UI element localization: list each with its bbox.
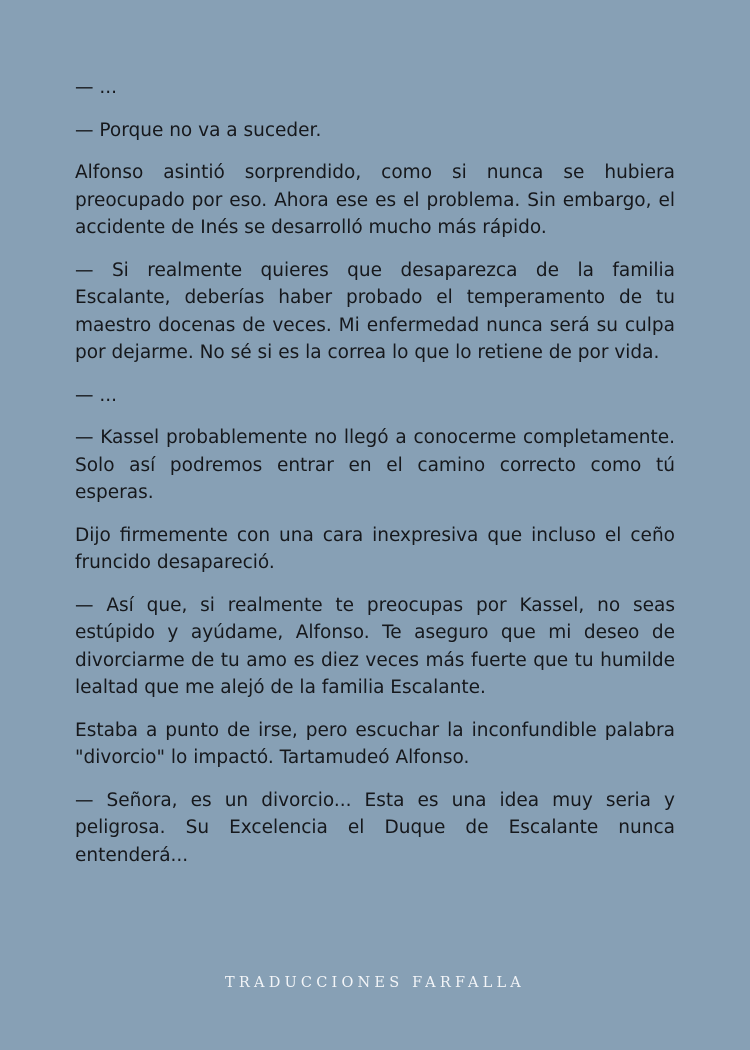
paragraph: Estaba a punto de irse, pero escuchar la inconfundible palabra "divorcio" lo impactó. Tartamudeó Alfonso. bbox=[75, 719, 675, 768]
paragraph: — ... bbox=[75, 77, 118, 98]
paragraph: — Si realmente quieres que desaparezca de la familia Escalante, deberías haber probado el temperamento de tu maestro docenas de veces. Mi enfermedad nunca será su culpa por dejarme. No sé si es la correa lo que lo retiene de por vida. bbox=[75, 259, 675, 363]
paragraph: Alfonso asintió sorprendido, como si nunca se hubiera preocupado por eso. Ahora ese es el problema. Sin embargo, el accidente de Inés se desarrolló mucho más rápido. bbox=[75, 162, 675, 238]
paragraph: — Así que, si realmente te preocupas por Kassel, no seas estúpido y ayúdame, Alfonso. Te aseguro que mi deseo de divorciarme de tu amo es diez veces más fuerte que tu humilde lealtad que me alejó de la familia Escalante. bbox=[75, 594, 675, 698]
footer-credit: TRADUCCIONES FARFALLA bbox=[225, 975, 525, 991]
paragraph: — ... bbox=[75, 384, 118, 406]
paragraph: Dijo firmemente con una cara inexpresiva que incluso el ceño fruncido desapareció. bbox=[75, 524, 675, 573]
paragraph: — Porque no va a suceder. bbox=[75, 119, 322, 141]
paragraph: — Señora, es un divorcio... Esta es una idea muy seria y peligrosa. Su Excelencia el Duque de Escalante nunca entenderá... bbox=[75, 789, 675, 866]
page-text bbox=[75, 74, 675, 884]
paragraph: — Kassel probablemente no llegó a conocerme completamente. Solo así podremos entrar en el camino correcto como tú esperas. bbox=[75, 427, 675, 503]
